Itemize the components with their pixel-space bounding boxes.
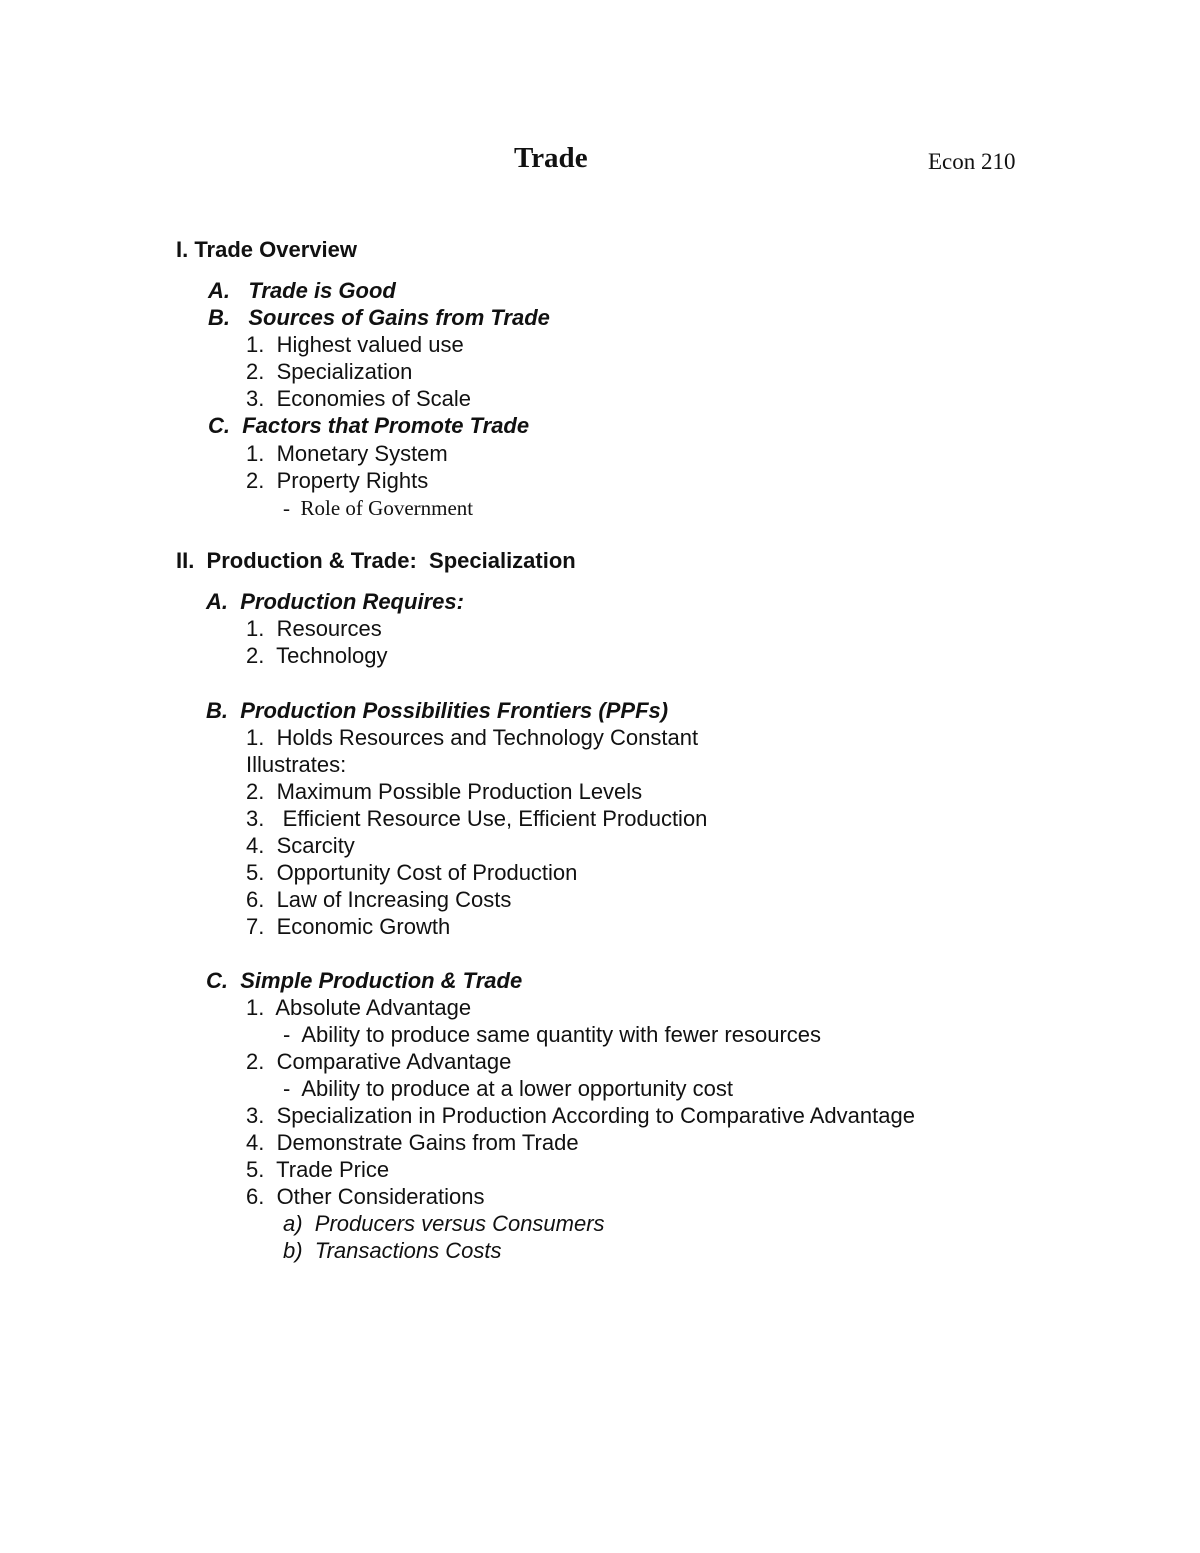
subsection-heading: C. Factors that Promote Trade [208, 413, 530, 438]
subsection-heading: C. Simple Production & Trade [206, 968, 523, 993]
list-item: 2. Maximum Possible Production Levels [246, 779, 643, 804]
sub-list-item: - Ability to produce at a lower opportunity cost [283, 1076, 734, 1101]
list-item: 6. Other Considerations [246, 1184, 485, 1209]
list-item: 3. Specialization in Production According to Comparative Advantage [246, 1103, 915, 1128]
subsection-heading: B. Production Possibilities Frontiers (PPFs) [206, 698, 669, 723]
list-item: 2. Property Rights [246, 468, 429, 493]
list-item: 1. Monetary System [246, 441, 448, 466]
list-item: 5. Opportunity Cost of Production [246, 860, 578, 885]
list-item: 1. Resources [246, 616, 382, 641]
subsection-heading: B. Sources of Gains from Trade [208, 305, 550, 330]
list-item: 5. Trade Price [246, 1157, 390, 1182]
list-item: 2. Technology [246, 643, 388, 668]
list-item: 1. Highest valued use [246, 332, 464, 357]
section-heading: II. Production & Trade: Specialization [176, 548, 576, 573]
sub-list-item: - Ability to produce same quantity with fewer resources [283, 1022, 822, 1047]
list-item: 1. Holds Resources and Technology Constant [246, 725, 699, 750]
sub-list-item: - Role of Government [283, 496, 474, 520]
list-item: 3. Economies of Scale [246, 386, 472, 411]
sub-list-item: b) Transactions Costs [283, 1238, 502, 1263]
list-item: 2. Comparative Advantage [246, 1049, 512, 1074]
subsection-heading: A. Production Requires: [206, 589, 464, 614]
sub-list-item: a) Producers versus Consumers [283, 1211, 605, 1236]
page-title: Trade [514, 142, 588, 174]
section-heading: I. Trade Overview [176, 237, 357, 262]
subsection-heading: A. Trade is Good [208, 278, 396, 303]
course-label: Econ 210 [928, 149, 1016, 174]
list-item: 3. Efficient Resource Use, Efficient Production [246, 806, 708, 831]
list-item: 4. Scarcity [246, 833, 355, 858]
list-item: 2. Specialization [246, 359, 413, 384]
list-label: Illustrates: [246, 752, 347, 777]
list-item: 1. Absolute Advantage [246, 995, 472, 1020]
list-item: 4. Demonstrate Gains from Trade [246, 1130, 579, 1155]
list-item: 7. Economic Growth [246, 914, 451, 939]
list-item: 6. Law of Increasing Costs [246, 887, 512, 912]
